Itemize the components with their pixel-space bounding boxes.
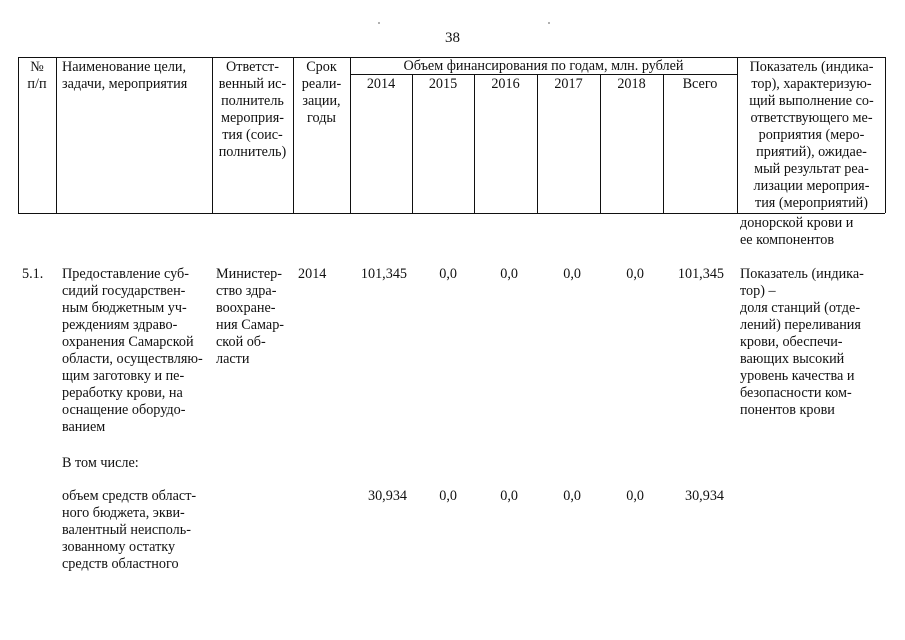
including-label: В том числе:	[62, 455, 139, 471]
header-year-2014: 2014	[366, 76, 396, 92]
header-total: Всего	[682, 76, 718, 92]
header-financing: Объем финансирования по годам, млн. рублей	[403, 58, 684, 74]
row-51-value-2016: 0,0	[500, 266, 518, 282]
header-num: № п/п	[27, 59, 47, 92]
row-51-value-2017: 0,0	[563, 266, 581, 282]
row-sub-value-total: 30,934	[684, 488, 724, 504]
row-51-indicator-text: доля станций (отде- лений) переливания крови, обеспечи- вающих высокий уровень качества и безопасности ком- понентов крови	[740, 300, 861, 418]
header-indicator: Показатель (индика- тор), характеризую- щий выполнение со- ответствующего ме- роприятия (меро- приятий), ожидае- мый результат реа- лизации мероприя- тия (мероприятий)	[749, 59, 874, 211]
row-sub-value-2017: 0,0	[563, 488, 581, 504]
header-year-2015: 2015	[428, 76, 458, 92]
page-number: 38	[445, 30, 460, 46]
scan-speck	[548, 22, 550, 24]
row-51-name: Предоставление суб- сидий государствен- ным бюджетным уч- реждениям здраво- охранения Самарской области, осуществляю- щим заготовку и пе- реработку крови, на оснащение оборудо- ванием	[62, 266, 203, 435]
header-year-2018: 2018	[617, 76, 646, 92]
header-responsible: Ответст- венный ис- полнитель мероприя- тия (соис- полнитель)	[218, 59, 287, 160]
header-year-2017: 2017	[554, 76, 583, 92]
row-sub-value-2015: 0,0	[439, 488, 457, 504]
indicator-carryover: донорской крови и ее компонентов	[740, 215, 854, 248]
row-51-value-2018: 0,0	[626, 266, 644, 282]
row-51-responsible: Министер- ство здра- воохране- ния Самар- ской об- ласти	[216, 266, 285, 367]
row-51-num: 5.1.	[22, 266, 44, 282]
row-sub-name: объем средств област- ного бюджета, экви- валентный неисполь- зованному остатку средств областного	[62, 488, 197, 572]
row-51-value-total: 101,345	[677, 266, 724, 282]
row-51-value-2014: 101,345	[360, 266, 407, 282]
row-51-value-2015: 0,0	[439, 266, 457, 282]
header-term: Срок реали- зации, годы	[301, 59, 342, 126]
row-sub-value-2018: 0,0	[626, 488, 644, 504]
header-year-2016: 2016	[491, 76, 520, 92]
row-sub-value-2014: 30,934	[367, 488, 407, 504]
header-name: Наименование цели, задачи, мероприятия	[62, 59, 188, 92]
row-sub-value-2016: 0,0	[500, 488, 518, 504]
row-51-term: 2014	[298, 266, 327, 282]
row-51-indicator-title: Показатель (индика- тор) –	[740, 266, 864, 299]
scan-speck	[378, 22, 380, 24]
